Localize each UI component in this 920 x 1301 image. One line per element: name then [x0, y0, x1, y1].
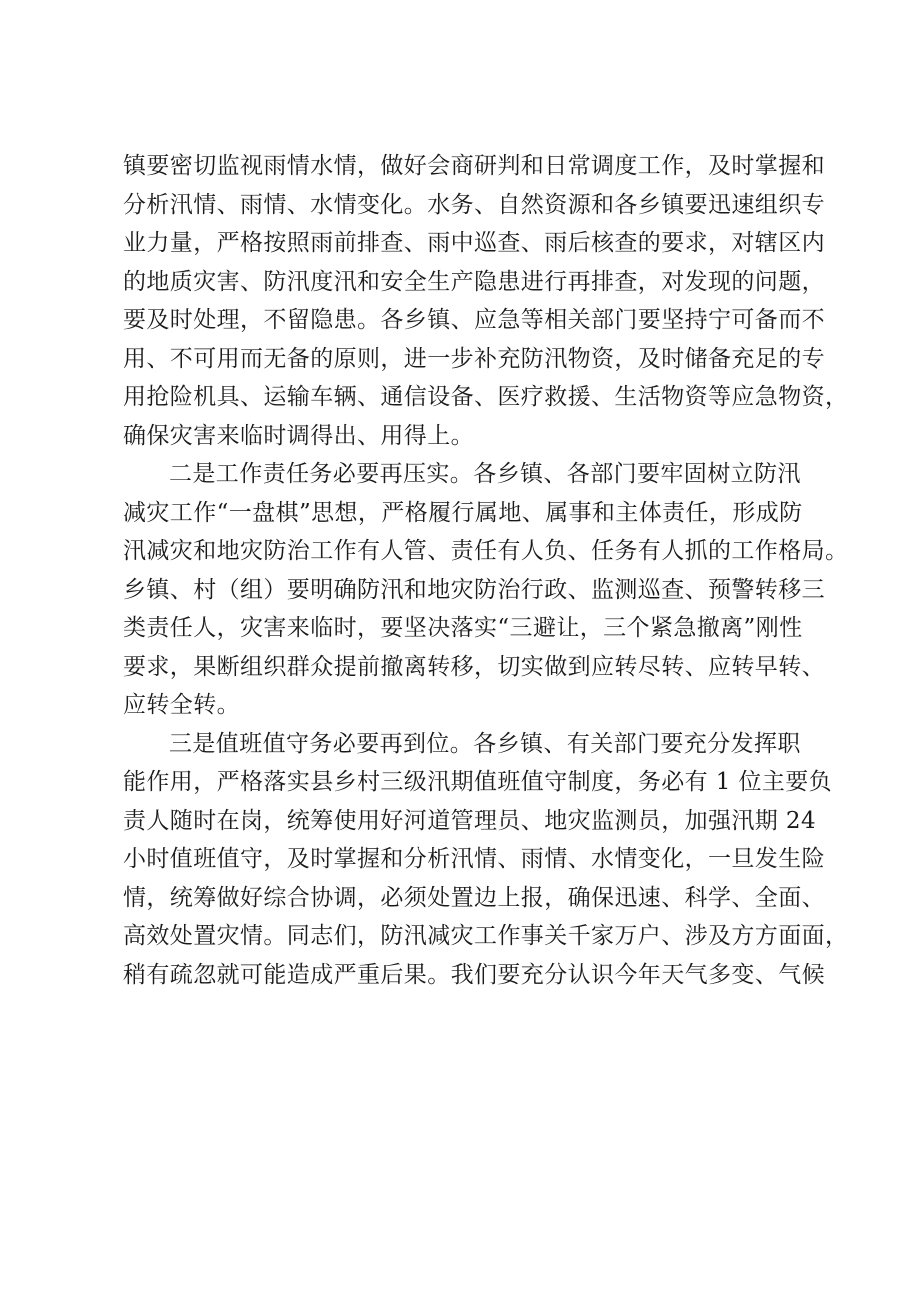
paragraph-1: [123, 147, 849, 455]
text-line: 小时值班值守，及时掌握和分析汛情、雨情、水情变化，一旦发生险: [123, 846, 825, 872]
paragraph-3: [123, 725, 849, 995]
text-line: 稍有疏忽就可能造成严重后果。我们要充分认识今年天气多变、气候: [123, 961, 825, 988]
text-line: 的地质灾害、防汛度汛和安全生产隐患进行再排查，对发现的问题，: [123, 268, 825, 295]
paragraph-2: [123, 455, 849, 725]
text-line: 用抢险机具、运输车辆、通信设备、医疗救援、生活物资等应急物资，: [123, 384, 849, 410]
text-line: 责人随时在岗，统筹使用好河道管理员、地灾监测员，加强汛期 24: [123, 807, 816, 834]
text-line: 用、不可用而无备的原则，进一步补充防汛物资，及时储备充足的专: [123, 345, 825, 372]
text-line: 镇要密切监视雨情水情，做好会商研判和日常调度工作，及时掌握和: [123, 153, 825, 179]
document-body: [123, 147, 849, 994]
text-line: 二是工作责任务必要再压实。各乡镇、各部门要牢固树立防汛: [169, 461, 801, 487]
text-line: 要求，果断组织群众提前撤离转移，切实做到应转尽转、应转早转、: [123, 653, 825, 680]
text-line: 应转全转。: [123, 692, 240, 718]
text-line: 乡镇、村（组）要明确防汛和地灾防治行政、监测巡查、预警转移三: [123, 576, 825, 603]
text-line: 高效处置灾情。同志们，防汛减灾工作事关千家万户、涉及方方面面，: [123, 923, 849, 949]
text-line: 减灾工作“一盘棋”思想，严格履行属地、属事和主体责任，形成防: [123, 499, 803, 526]
text-line: 情，统筹做好综合协调，必须处置边上报，确保迅速、科学、全面、: [123, 884, 825, 911]
text-line: 类责任人，灾害来临时，要坚决落实“三避让，三个紧急撤离”刚性: [123, 615, 803, 641]
text-line: 三是值班值守务必要再到位。各乡镇、有关部门要充分发挥职: [169, 730, 801, 757]
text-line: 要及时处理，不留隐患。各乡镇、应急等相关部门要坚持宁可备而不: [123, 307, 825, 333]
text-line: 分析汛情、雨情、水情变化。水务、自然资源和各乡镇要迅速组织专: [123, 191, 825, 218]
text-line: 能作用，严格落实县乡村三级汛期值班值守制度，务必有 1 位主要负: [123, 769, 833, 795]
text-line: 确保灾害来临时调得出、用得上。: [123, 422, 474, 449]
text-line: 业力量，严格按照雨前排查、雨中巡查、雨后核查的要求，对辖区内: [123, 230, 825, 256]
text-line: 汛减灾和地灾防治工作有人管、责任有人负、任务有人抓的工作格局。: [123, 538, 849, 564]
